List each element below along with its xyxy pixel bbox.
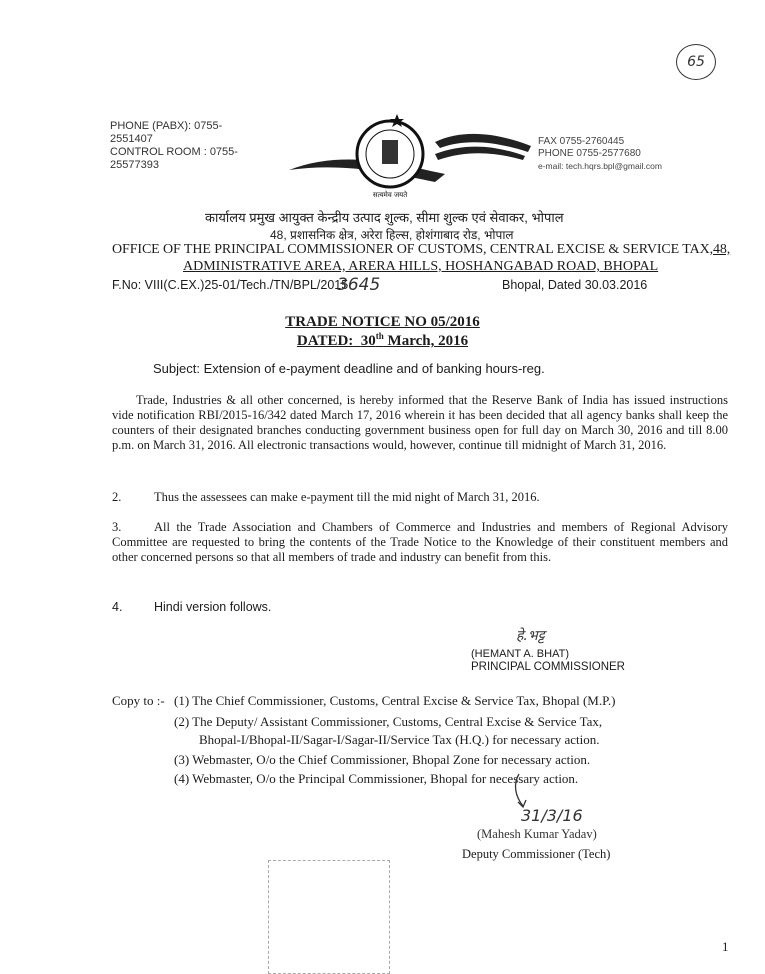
header-left-contact bbox=[110, 120, 270, 172]
notice-date bbox=[0, 331, 765, 350]
paragraph-4-text: Hindi version follows. bbox=[154, 600, 272, 614]
paragraph-3-number: 3. bbox=[112, 520, 122, 534]
notice-date-day: 30 bbox=[360, 333, 376, 349]
notice-date-rest: March, 2016 bbox=[387, 333, 469, 349]
notice-title: TRADE NOTICE NO 05/2016 bbox=[285, 314, 480, 330]
copy-item-3: (3) Webmaster, O/o the Chief Commissioner, Bhopal Zone for necessary action. bbox=[174, 752, 591, 767]
copy-item-4: (4) Webmaster, O/o the Principal Commissioner, Bhopal for necessary action. bbox=[174, 771, 579, 786]
paragraph-4 bbox=[112, 600, 728, 615]
subject-line: Subject: Extension of e-payment deadline and of banking hours-reg. bbox=[153, 361, 545, 376]
copy-item-1: (1) The Chief Commissioner, Customs, Central Excise & Service Tax, Bhopal (M.P.) bbox=[174, 693, 616, 708]
phone-number: 2551407 bbox=[110, 133, 153, 145]
signatory-2-name: (Mahesh Kumar Yadav) bbox=[477, 827, 597, 841]
department-logo bbox=[285, 108, 535, 200]
phone-right: PHONE 0755-2577680 bbox=[538, 148, 641, 159]
page-number: 1 bbox=[722, 939, 729, 954]
paragraph-1: Trade, Industries & all other concerned, is hereby informed that the Reserve Bank of India has issued instructions vide notification RBI/2015-16/342 dated March 17, 2016 wherein it has been decided that all agency banks shall keep the counters of their designated branches conducting government business open for full day on March 30, 2016 and till 8.00 p.m. on March 31, 2016. All electronic transactions would, however, continue till midnight of March 31, 2016. bbox=[112, 393, 728, 452]
office-name-english bbox=[112, 242, 730, 258]
paragraph-2 bbox=[112, 490, 728, 505]
logo-motto: सत्यमेव जयते bbox=[372, 191, 408, 199]
notice-date-suffix: th bbox=[375, 331, 384, 341]
paragraph-3-text: All the Trade Association and Chambers of Commerce and Industries and members of Regional Advisory Committee are requested to bring the contents of the Trade Notice to the Knowledge of their constituent members and other concerned persons so that all members of trade and industry can benefit from this. bbox=[112, 520, 728, 564]
notice-date-label: DATED: bbox=[296, 333, 354, 349]
office-name-english-text: OFFICE OF THE PRINCIPAL COMMISSIONER OF CUSTOMS, CENTRAL EXCISE & SERVICE TAX, bbox=[112, 242, 713, 257]
signatory-1-name: (HEMANT A. BHAT) bbox=[471, 648, 569, 660]
page-number-circle: 65 bbox=[676, 44, 716, 80]
paragraph-2-number: 2. bbox=[112, 490, 122, 504]
office-address-english: ADMINISTRATIVE AREA, ARERA HILLS, HOSHANGABAD ROAD, BHOPAL bbox=[183, 259, 659, 274]
place-and-date: Bhopal, Dated 30.03.2016 bbox=[502, 278, 648, 292]
copy-to-label: Copy to :- bbox=[112, 693, 165, 708]
email-address: e-mail: tech.hqrs.bpl@gmail.com bbox=[538, 161, 662, 171]
paragraph-3 bbox=[112, 520, 728, 565]
office-name-english-tail: 48, bbox=[713, 242, 731, 257]
paragraph-4-number: 4. bbox=[112, 600, 123, 614]
fax-number: FAX 0755-2760445 bbox=[538, 136, 625, 147]
signatory-2-title: Deputy Commissioner (Tech) bbox=[462, 847, 611, 861]
signature-principal-commissioner: हे.भट्ट bbox=[516, 628, 545, 644]
file-number: F.No: VIII(C.EX.)25-01/Tech./TN/BPL/2015 bbox=[112, 278, 349, 292]
copy-item-2-line-2: Bhopal-I/Bhopal-II/Sagar-I/Sagar-II/Service Tax (H.Q.) for necessary action. bbox=[199, 732, 600, 747]
control-room-label: CONTROL ROOM : 0755- bbox=[110, 146, 238, 158]
header-right-contact bbox=[538, 136, 662, 172]
control-room-number: 25577393 bbox=[110, 159, 159, 171]
phone-label: PHONE (PABX): 0755- bbox=[110, 120, 223, 132]
paragraph-2-text: Thus the assessees can make e-payment till the mid night of March 31, 2016. bbox=[154, 490, 540, 504]
file-number-handwritten: 3645 bbox=[337, 275, 381, 295]
office-name-hindi: कार्यालय प्रमुख आयुक्त केन्द्रीय उत्पाद शुल्क, सीमा शुल्क एवं सेवाकर, भोपाल bbox=[205, 210, 564, 225]
signature-deputy-commissioner: 31/3/16 bbox=[521, 806, 583, 825]
logo-swoosh-middle bbox=[435, 147, 525, 160]
office-address-hindi: 48, प्रशासनिक क्षेत्र, अरेरा हिल्स, होशंगाबाद रोड, भोपाल bbox=[270, 228, 514, 242]
faded-stamp bbox=[268, 860, 390, 974]
signatory-1-title: PRINCIPAL COMMISSIONER bbox=[471, 661, 625, 673]
copy-item-2-line-1: (2) The Deputy/ Assistant Commissioner, Customs, Central Excise & Service Tax, bbox=[174, 714, 603, 729]
logo-emblem-center bbox=[382, 140, 398, 164]
